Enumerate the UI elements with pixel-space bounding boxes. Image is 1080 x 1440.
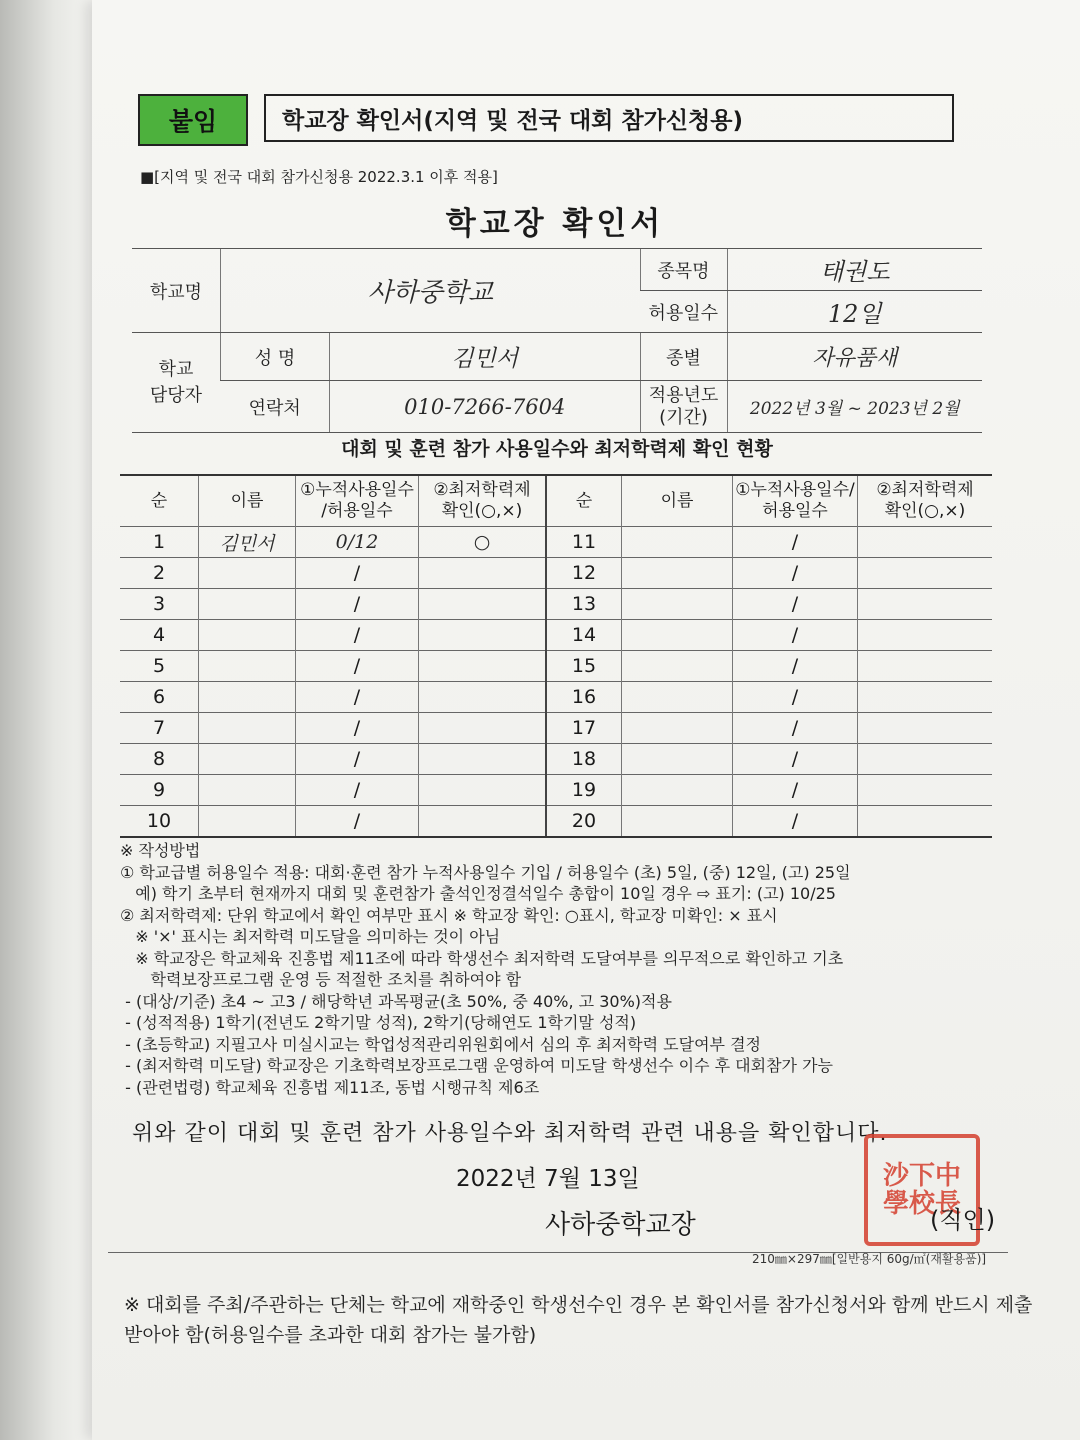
- row-days-right: /: [733, 682, 858, 713]
- col-academic-r-line1: ②최저학력제: [876, 480, 974, 500]
- row-days-right: /: [733, 651, 858, 682]
- row-no-right: 18: [546, 744, 622, 775]
- allowed-days-value: 12일: [727, 291, 982, 333]
- row-name-right: [622, 682, 733, 713]
- row-check-right: [858, 744, 993, 775]
- row-no: 8: [120, 744, 199, 775]
- table-row: [120, 620, 992, 651]
- row-check: [419, 744, 547, 775]
- row-no: 10: [120, 806, 199, 838]
- paper-spec: 210㎜×297㎜[일반용지 60g/㎡(재활용품)]: [752, 1252, 987, 1266]
- col-academic-r-line2: 확인(○,×): [884, 501, 966, 521]
- col-academic-header: [419, 475, 547, 527]
- note-line: ※ 작성방법: [120, 841, 201, 860]
- row-days: /: [296, 775, 419, 806]
- note-line: 학력보장프로그램 운영 등 적절한 조치를 취하여야 함: [120, 970, 522, 989]
- note-line: - (초등학교) 지필고사 미실시교는 학업성적관리위원회에서 심의 후 최저학력 도달여부 결정: [120, 1034, 761, 1054]
- contact-label: 연락처: [221, 381, 330, 433]
- row-days-right: /: [733, 620, 858, 651]
- principal-signature: 사하중학교장: [545, 1210, 696, 1240]
- note-line: ① 학교급별 허용일수 적용: 대회·훈련 참가 누적사용일수 기입 / 허용일수 (초) 5일, (중) 12일, (고) 25일: [120, 862, 851, 882]
- category-value: 자유품새: [727, 333, 982, 381]
- row-days: 0/12: [296, 527, 419, 558]
- row-check-right: [858, 682, 993, 713]
- info-table: [132, 248, 982, 433]
- row-check-right: [858, 620, 993, 651]
- table-row: [120, 651, 992, 682]
- row-name-right: [622, 744, 733, 775]
- period-value: 2022년 3월 ~ 2023년 2월: [727, 381, 982, 433]
- period-label: [640, 381, 727, 433]
- col-name-header-right: 이름: [622, 475, 733, 527]
- name-value: 김민서: [330, 333, 641, 381]
- instructions: [120, 840, 1020, 1098]
- row-name-right: [622, 620, 733, 651]
- row-days: /: [296, 589, 419, 620]
- col-days-line2: /허용일수: [321, 501, 393, 521]
- row-days: /: [296, 558, 419, 589]
- row-no-right: 14: [546, 620, 622, 651]
- allowed-days-label: 허용일수: [640, 291, 727, 333]
- col-days-r-line2: 허용일수: [762, 501, 828, 521]
- table-row: [120, 806, 992, 838]
- row-name: [199, 713, 296, 744]
- table-row: [120, 713, 992, 744]
- table-row: [120, 744, 992, 775]
- note-line: - (대상/기준) 초4 ~ 고3 / 해당학년 과목평균(초 50%, 중 40%, 고 30%)적용: [120, 991, 672, 1011]
- row-no: 5: [120, 651, 199, 682]
- col-academic-header-right: [858, 475, 993, 527]
- row-no: 9: [120, 775, 199, 806]
- name-label: 성 명: [221, 333, 330, 381]
- section-title: 대회 및 훈련 참가 사용일수와 최저학력제 확인 현황: [341, 438, 773, 460]
- row-name: [199, 775, 296, 806]
- row-no-right: 16: [546, 682, 622, 713]
- row-check: ○: [419, 527, 547, 558]
- row-name: [199, 558, 296, 589]
- attachment-tag: 붙임: [138, 94, 248, 146]
- effective-note: ■[지역 및 전국 대회 참가신청용 2022.3.1 이후 적용]: [140, 168, 498, 186]
- row-no: 4: [120, 620, 199, 651]
- row-no-right: 20: [546, 806, 622, 838]
- row-no-right: 19: [546, 775, 622, 806]
- table-header: [120, 475, 992, 527]
- note-line: - (최저학력 미도달) 학교장은 기초학력보장프로그램 운영하여 미도달 학생선수 이수 후 대회참가 가능: [120, 1056, 833, 1075]
- row-no: 1: [120, 527, 199, 558]
- category-label: 종별: [640, 333, 727, 381]
- row-no-right: 12: [546, 558, 622, 589]
- contact-value: 010-7266-7604: [330, 381, 641, 433]
- row-check: [419, 682, 547, 713]
- form-title: 학교장 확인서: [445, 206, 665, 242]
- row-name: [199, 651, 296, 682]
- col-days-r-line1: ①누적사용일수/: [735, 480, 855, 500]
- row-check: [419, 620, 547, 651]
- row-no-right: 15: [546, 651, 622, 682]
- school-label: 학교명: [132, 249, 221, 333]
- col-name-header: 이름: [199, 475, 296, 527]
- row-name: [199, 589, 296, 620]
- col-no-header-right: 순: [546, 475, 622, 527]
- col-days-line1: ①누적사용일수: [300, 480, 414, 500]
- row-check: [419, 775, 547, 806]
- row-no: 6: [120, 682, 199, 713]
- row-name: 김민서: [199, 527, 296, 558]
- row-name: [199, 744, 296, 775]
- issue-date: 2022년 7월 13일: [456, 1166, 640, 1192]
- row-check-right: [858, 713, 993, 744]
- event-label: 종목명: [640, 249, 727, 291]
- row-name-right: [622, 589, 733, 620]
- row-days: /: [296, 620, 419, 651]
- row-check-right: [858, 527, 993, 558]
- row-days-right: /: [733, 527, 858, 558]
- confirmation-statement: 위와 같이 대회 및 훈련 참가 사용일수와 최저학력 관련 내용을 확인합니다.: [132, 1121, 888, 1146]
- period-label-line1: 적용년도: [648, 384, 719, 406]
- row-days: /: [296, 806, 419, 838]
- row-no: 2: [120, 558, 199, 589]
- row-name-right: [622, 713, 733, 744]
- row-check: [419, 806, 547, 838]
- official-seal: 沙下中學校長: [864, 1134, 980, 1246]
- col-days-header: [296, 475, 419, 527]
- row-name: [199, 682, 296, 713]
- note-line: 예) 학기 초부터 현재까지 대회 및 훈련참가 출석인정결석일수 총합이 10일 경우 ⇨ 표기: (고) 10/25: [120, 884, 836, 903]
- school-value: 사하중학교: [221, 249, 641, 333]
- row-days-right: /: [733, 775, 858, 806]
- document-heading: 학교장 확인서(지역 및 전국 대회 참가신청용): [264, 94, 954, 142]
- row-days-right: /: [733, 558, 858, 589]
- note-line: ② 최저학력제: 단위 학교에서 확인 여부만 표시 ※ 학교장 확인: ○표시, 학교장 미확인: × 표시: [120, 905, 778, 925]
- manager-label-line2: 담당자: [149, 384, 203, 406]
- row-check-right: [858, 589, 993, 620]
- col-academic-line1: ②최저학력제: [433, 480, 531, 500]
- row-days-right: /: [733, 589, 858, 620]
- row-check-right: [858, 558, 993, 589]
- participation-table: [120, 474, 992, 838]
- period-label-line2: (기간): [659, 406, 708, 428]
- row-check: [419, 713, 547, 744]
- col-no-header: 순: [120, 475, 199, 527]
- event-value: 태권도: [727, 249, 982, 291]
- manager-label-line1: 학교: [158, 358, 194, 380]
- row-no-right: 17: [546, 713, 622, 744]
- row-name-right: [622, 651, 733, 682]
- row-check: [419, 589, 547, 620]
- row-check-right: [858, 651, 993, 682]
- table-row: [120, 682, 992, 713]
- row-name: [199, 620, 296, 651]
- row-name: [199, 806, 296, 838]
- row-check-right: [858, 775, 993, 806]
- note-line: ※ '×' 표시는 최저학력 미도달을 의미하는 것이 아님: [120, 927, 501, 946]
- row-days: /: [296, 713, 419, 744]
- row-no-right: 11: [546, 527, 622, 558]
- row-days: /: [296, 744, 419, 775]
- col-days-header-right: [733, 475, 858, 527]
- table-row: [120, 558, 992, 589]
- note-line: ※ 학교장은 학교체육 진흥법 제11조에 따라 학생선수 최저학력 도달여부를 의무적으로 확인하고 기초: [120, 948, 844, 968]
- row-days-right: /: [733, 806, 858, 838]
- col-academic-line2: 확인(○,×): [441, 501, 523, 521]
- row-name-right: [622, 806, 733, 838]
- seal-label: (직인): [930, 1206, 996, 1234]
- row-name-right: [622, 558, 733, 589]
- row-no: 7: [120, 713, 199, 744]
- row-check-right: [858, 806, 993, 838]
- note-line: - (성적적용) 1학기(전년도 2학기말 성적), 2학기(당해연도 1학기말 성적): [120, 1013, 637, 1032]
- table-row: [120, 775, 992, 806]
- footer-note: ※ 대회를 주최/주관하는 단체는 학교에 재학중인 학생선수인 경우 본 확인서를 참가신청서와 함께 반드시 제출받아야 함(허용일수를 초과한 대회 참가는 불가함): [124, 1294, 1033, 1346]
- row-name-right: [622, 527, 733, 558]
- row-name-right: [622, 775, 733, 806]
- row-days: /: [296, 682, 419, 713]
- row-check: [419, 558, 547, 589]
- row-no: 3: [120, 589, 199, 620]
- row-no-right: 13: [546, 589, 622, 620]
- row-days: /: [296, 651, 419, 682]
- row-check: [419, 651, 547, 682]
- table-row: [120, 527, 992, 558]
- manager-label: [132, 333, 221, 433]
- row-days-right: /: [733, 744, 858, 775]
- note-line: - (관련법령) 학교체육 진흥법 제11조, 동법 시행규칙 제6조: [120, 1077, 540, 1097]
- row-days-right: /: [733, 713, 858, 744]
- table-row: [120, 589, 992, 620]
